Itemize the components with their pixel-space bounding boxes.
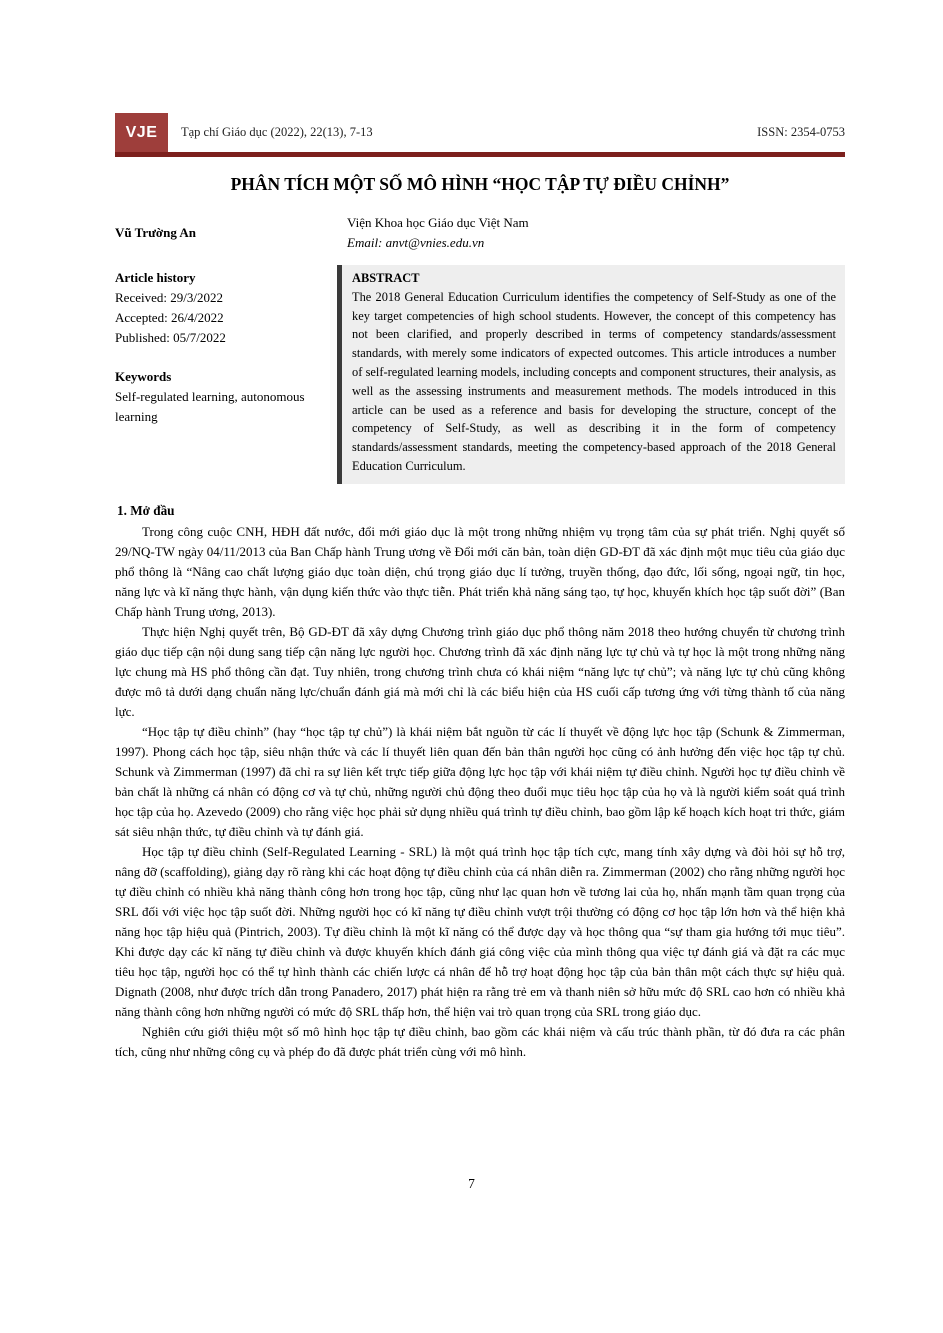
published-date: Published: 05/7/2022 bbox=[115, 330, 226, 345]
journal-header bbox=[115, 113, 845, 157]
abstract-heading: ABSTRACT bbox=[352, 271, 420, 285]
author-name: Vũ Trường An bbox=[115, 225, 196, 240]
abstract-box bbox=[337, 265, 845, 484]
journal-header-row bbox=[115, 113, 845, 152]
author-email: Email: anvt@vnies.edu.vn bbox=[347, 235, 485, 250]
body-paragraph-1: Trong công cuộc CNH, HĐH đất nước, đổi mới giáo dục là một trong những nhiệm vụ trọng tâm của sự phát triển. Nghị quyết số 29/NQ-TW ngày 04/11/2013 của Ban Chấp hành Trung ương về Đổi mới căn bản, toàn diện GD-ĐT đã xác định một mục tiêu của giáo dục phổ thông là “Nâng cao chất lượng giáo dục toàn diện, chú trọng giáo dục lí tưởng, truyền thống, đạo đức, lối sống, ngoại ngữ, tin học, năng lực và kĩ năng thực hành, vận dụng kiến thức vào thực tiễn. Phát triển khả năng sáng tạo, tự học, khuyến khích học tập suốt đời” (Ban Chấp hành Trung ương, 2013). bbox=[115, 523, 845, 619]
vje-logo: VJE bbox=[115, 113, 168, 152]
received-date: Received: 29/3/2022 bbox=[115, 290, 223, 305]
author-affiliation: Viện Khoa học Giáo dục Việt Nam bbox=[347, 215, 529, 230]
meta-section bbox=[115, 265, 845, 484]
author-details bbox=[337, 213, 845, 253]
keywords-text: Self-regulated learning, autonomous learning bbox=[115, 389, 305, 424]
article-history-heading: Article history bbox=[115, 270, 196, 285]
body-paragraph-2: Thực hiện Nghị quyết trên, Bộ GD-ĐT đã xây dựng Chương trình giáo dục phổ thông năm 2018 theo hướng chuyển từ chương trình giáo dục tiếp cận nội dung sang tiếp cận năng lực người học. Chương trình đã xác định năng lực tự chủ và tự học là một trong những năng lực chung mà HS phổ thông cần đạt. Tuy nhiên, trong chương trình chưa có khái niệm “năng lực tự chủ”; và năng lực tự chủ cũng không được mô tả dưới dạng chuẩn năng lực/chuẩn đánh giá mà mới chỉ là các biểu hiện của HS cuối cấp tương ứng với từng thành tố của năng lực. bbox=[115, 623, 845, 719]
article-meta-column bbox=[115, 265, 337, 484]
body-paragraph-3: “Học tập tự điều chỉnh” (hay “học tập tự chủ”) là khái niệm bắt nguồn từ các lí thuyết về động lực học tập (Schunk & Zimmerman, 1997). Phong cách học tập, siêu nhận thức và các lí thuyết liên quan đến bản thân người học cũng có ảnh hưởng đến việc học tập tự chủ. Schunk và Zimmerman (1997) đã chỉ ra sự liên kết trực tiếp giữa động lực học tập với khái niệm tự điều chỉnh. Người học tự điều chỉnh về bản chất là những cá nhân có động cơ và tự chủ, những người chủ động theo đuổi mục tiêu học tập của họ và là người kiểm soát quá trình học tập của họ. Azevedo (2009) cho rằng việc học phải sử dụng nhiều quá trình tự điều chỉnh, bao gồm lập kế hoạch kích hoạt tri thức, giám sát siêu nhận thức, tự điều chỉnh và tự đánh giá. bbox=[115, 723, 845, 839]
page-content bbox=[115, 0, 845, 1062]
body-paragraph-4: Học tập tự điều chỉnh (Self-Regulated Learning - SRL) là một quá trình học tập tích cực, mang tính xây dựng và đòi hỏi sự hỗ trợ, nâng đỡ (scaffolding), giảng dạy rõ ràng khi các hoạt động tự điều chỉnh của cá nhân diễn ra. Zimmerman (2002) cho rằng những người học tự điều chỉnh có nhiều khả năng thành công hơn trong học tập, cũng như lạc quan hơn về tương lai của họ, nhấn mạnh tầm quan trọng của SRL đối với việc học tập suốt đời. Những người học có kĩ năng tự điều chỉnh vượt trội thường có động cơ học tập lớn hơn và thể hiện khả năng học tập hiệu quả (Pintrich, 2003). Tự điều chỉnh là một kĩ năng có thể được dạy và học thông qua “sự tham gia hướng tới mục tiêu”. Khi được dạy các kĩ năng tự điều chỉnh và được khuyến khích đánh giá công việc của mình thông qua việc tự đánh giá và đặt ra các mục tiêu học tập, người học có thể tự hình thành các chiến lược cá nhân để hỗ trợ hoạt động học tập của bản thân một cách thực sự hiệu quả. Dignath (2008, như được trích dẫn trong Panadero, 2017) phát hiện ra rằng trẻ em và thanh niên sở hữu mức độ SRL cao hơn có nhiều khả năng thành công hơn những người có mức độ SRL thấp hơn, thể hiện vai trò quan trọng của SRL trong giáo dục. bbox=[115, 843, 845, 1019]
accepted-date: Accepted: 26/4/2022 bbox=[115, 310, 224, 325]
header-rule bbox=[115, 152, 845, 157]
author-section bbox=[115, 213, 845, 253]
article-body bbox=[115, 501, 845, 1062]
article-title: PHÂN TÍCH MỘT SỐ MÔ HÌNH “HỌC TẬP TỰ ĐIỀU CHỈNH” bbox=[230, 174, 730, 194]
abstract-text: The 2018 General Education Curriculum identifies the competency of Self-Study as one of the key target competencies of high school students. However, the concept of this competency has not been clarified, and properly described in terms of competency standards/assessment standards, with merely some indicators of expected outcomes. This article introduces a number of self-regulated learning models, including concepts and component structures, their analysis, as well as the assessing instruments and measurement methods. The models introduced in this article can be used as a reference and basis for developing the structure, concept of the competency of Self-Study, as well as describing it in the form of competency standards/assessment standards, meeting the competency-based approach of the 2018 General Education Curriculum. bbox=[352, 289, 836, 473]
issn-label: ISSN: 2354-0753 bbox=[757, 125, 845, 139]
section-1-heading: 1. Mở đầu bbox=[117, 502, 175, 518]
journal-citation: Tạp chí Giáo dục (2022), 22(13), 7-13 bbox=[181, 125, 373, 139]
keywords-heading: Keywords bbox=[115, 369, 172, 384]
page-number: 7 bbox=[468, 1176, 475, 1191]
body-paragraph-5: Nghiên cứu giới thiệu một số mô hình học tập tự điều chỉnh, bao gồm các khái niệm và cấu trúc thành phần, từ đó đưa ra các phân tích, cũng như những công cụ và phép đo đã được phát triển cùng với mô hình. bbox=[115, 1023, 845, 1059]
